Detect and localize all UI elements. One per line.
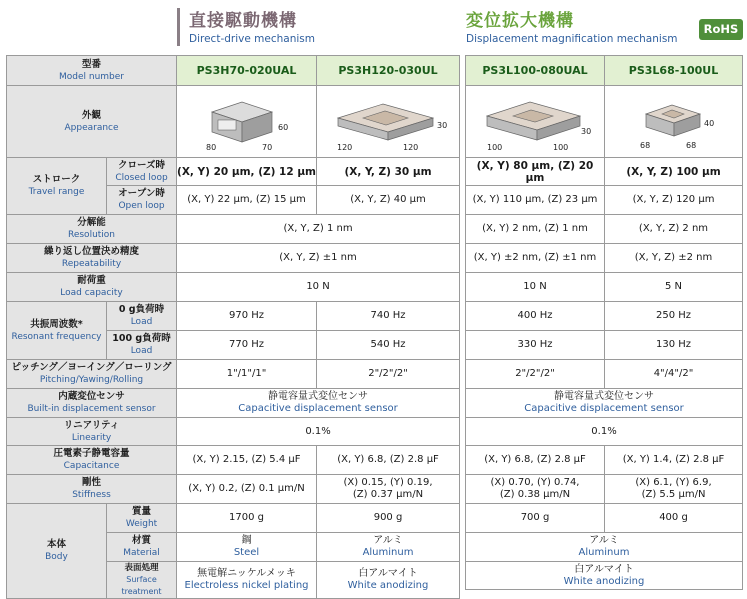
load-capacity-shared: 10 N <box>177 273 460 302</box>
material-shared-right: アルミ Aluminum <box>466 533 743 562</box>
weight-label: 質量 Weight <box>107 504 177 533</box>
table-row <box>466 533 743 562</box>
dim-4-b: 68 <box>685 140 696 150</box>
dim-3-a: 100 <box>487 142 503 152</box>
table-row <box>7 158 460 186</box>
closed-loop-4: (X, Y, Z) 100 μm <box>605 158 743 186</box>
model-label: 型番 Model number <box>7 56 177 86</box>
table-row <box>466 504 743 533</box>
appearance-image-3 <box>466 86 605 158</box>
resonant-0g-3: 400 Hz <box>466 302 605 331</box>
model-name-1: PS3H70-020UAL <box>177 56 317 86</box>
load-0g-label: 0 g負荷時 Load <box>107 302 177 331</box>
load-capacity-label: 耐荷重 Load capacity <box>7 273 177 302</box>
repeatability-4: (X, Y, Z) ±2 nm <box>605 244 743 273</box>
resolution-shared: (X, Y, Z) 1 nm <box>177 215 460 244</box>
surface-1: 無電解ニッケルメッキ Electroless nickel plating <box>177 562 317 599</box>
resolution-3: (X, Y) 2 nm, (Z) 1 nm <box>466 215 605 244</box>
capacitance-2: (X, Y) 6.8, (Z) 2.8 μF <box>317 446 460 475</box>
spec-table-direct-drive <box>6 55 460 599</box>
model-name-4: PS3L68-100UL <box>605 56 743 86</box>
weight-4: 400 g <box>605 504 743 533</box>
surface-2: 白アルマイト White anodizing <box>317 562 460 599</box>
table-row <box>466 360 743 389</box>
table-row <box>466 186 743 215</box>
table-row <box>466 331 743 360</box>
stiffness-4: (X) 6.1, (Y) 6.9, (Z) 5.5 μm/N <box>605 475 743 504</box>
resonant-100g-3: 330 Hz <box>466 331 605 360</box>
sensor-label: 内蔵変位センサ Built-in displacement sensor <box>7 389 177 418</box>
table-row <box>7 86 460 158</box>
capacitance-label: 圧電素子静電容量 Capacitance <box>7 446 177 475</box>
repeatability-label: 繰り返し位置決め精度 Repeatability <box>7 244 177 273</box>
repeatability-shared: (X, Y, Z) ±1 nm <box>177 244 460 273</box>
table-row <box>466 215 743 244</box>
load-capacity-3: 10 N <box>466 273 605 302</box>
body-label: 本体 Body <box>7 504 107 599</box>
stage-drawing-2 <box>323 90 453 154</box>
pitching-2: 2"/2"/2" <box>317 360 460 389</box>
table-row <box>466 273 743 302</box>
direct-drive-title-en: Direct-drive mechanism <box>189 33 315 45</box>
table-row <box>7 360 460 389</box>
table-row <box>466 302 743 331</box>
linearity-label: リニアリティ Linearity <box>7 418 177 446</box>
appearance-image-2 <box>317 86 460 158</box>
weight-2: 900 g <box>317 504 460 533</box>
linearity-shared: 0.1% <box>177 418 460 446</box>
stiffness-2: (X) 0.15, (Y) 0.19, (Z) 0.37 μm/N <box>317 475 460 504</box>
dim-1-b: 70 <box>261 142 272 152</box>
direct-drive-header <box>177 0 457 54</box>
resonant-0g-1: 970 Hz <box>177 302 317 331</box>
table-row <box>7 446 460 475</box>
material-label: 材質 Material <box>107 533 177 562</box>
capacitance-3: (X, Y) 6.8, (Z) 2.8 μF <box>466 446 605 475</box>
table-row <box>7 215 460 244</box>
table-row <box>7 56 460 86</box>
dim-3-b: 100 <box>553 142 569 152</box>
capacitance-1: (X, Y) 2.15, (Z) 5.4 μF <box>177 446 317 475</box>
displacement-header <box>466 0 696 54</box>
capacitance-4: (X, Y) 1.4, (Z) 2.8 μF <box>605 446 743 475</box>
table-row <box>7 475 460 504</box>
resonant-100g-4: 130 Hz <box>605 331 743 360</box>
stroke-label: ストローク Travel range <box>7 158 107 215</box>
table-row <box>466 418 743 446</box>
resonant-100g-1: 770 Hz <box>177 331 317 360</box>
stiffness-1: (X, Y) 0.2, (Z) 0.1 μm/N <box>177 475 317 504</box>
resonant-label: 共振周波数* Resonant frequency <box>7 302 107 360</box>
appearance-image-4 <box>605 86 743 158</box>
stage-drawing-3 <box>475 90 595 154</box>
table-row <box>466 86 743 158</box>
table-row <box>466 244 743 273</box>
dim-3-c: 30 <box>581 126 592 136</box>
table-row <box>7 418 460 446</box>
weight-1: 1700 g <box>177 504 317 533</box>
surface-label: 表面処理 Surface treatment <box>107 562 177 599</box>
table-row <box>7 244 460 273</box>
surface-shared-right: 白アルマイト White anodizing <box>466 562 743 590</box>
load-capacity-4: 5 N <box>605 273 743 302</box>
table-row <box>466 389 743 418</box>
stage-drawing-4 <box>624 90 724 154</box>
table-row <box>466 475 743 504</box>
displacement-title-jp: 変位拡大機構 <box>466 11 574 31</box>
resonant-0g-4: 250 Hz <box>605 302 743 331</box>
table-row <box>7 389 460 418</box>
resonant-100g-2: 540 Hz <box>317 331 460 360</box>
pitching-1: 1"/1"/1" <box>177 360 317 389</box>
table-row <box>466 446 743 475</box>
spec-table-displacement <box>465 55 743 590</box>
open-loop-3: (X, Y) 110 μm, (Z) 23 μm <box>466 186 605 215</box>
header-accent-bar <box>177 8 180 46</box>
dim-2-a: 120 <box>337 142 353 152</box>
pitching-3: 2"/2"/2" <box>466 360 605 389</box>
table-row <box>466 56 743 86</box>
open-loop-4: (X, Y, Z) 120 μm <box>605 186 743 215</box>
linearity-shared-right: 0.1% <box>466 418 743 446</box>
dim-2-c: 30 <box>437 120 448 130</box>
table-row <box>466 158 743 186</box>
table-row <box>7 302 460 331</box>
load-100g-label: 100 g負荷時 Load <box>107 331 177 360</box>
pitching-label: ピッチング／ヨーイング／ローリング Pitching/Yawing/Rolling <box>7 360 177 389</box>
open-loop-2: (X, Y, Z) 40 μm <box>317 186 460 215</box>
sensor-shared-right: 静電容量式変位センサ Capacitive displacement sensor <box>466 389 743 418</box>
material-1: 鋼 Steel <box>177 533 317 562</box>
closed-loop-2: (X, Y, Z) 30 μm <box>317 158 460 186</box>
resolution-label: 分解能 Resolution <box>7 215 177 244</box>
dim-1-c: 60 <box>277 122 288 132</box>
table-row <box>7 504 460 533</box>
resonant-0g-2: 740 Hz <box>317 302 460 331</box>
open-loop-label: オープン時 Open loop <box>107 186 177 215</box>
stage-drawing-1 <box>192 90 302 154</box>
dim-4-c: 40 <box>703 118 714 128</box>
dim-2-b: 120 <box>403 142 419 152</box>
pitching-4: 4"/4"/2" <box>605 360 743 389</box>
model-name-3: PS3L100-080UAL <box>466 56 605 86</box>
table-row <box>7 273 460 302</box>
closed-loop-3: (X, Y) 80 μm, (Z) 20 μm <box>466 158 605 186</box>
material-2: アルミ Aluminum <box>317 533 460 562</box>
dim-1-a: 80 <box>205 142 216 152</box>
resolution-4: (X, Y, Z) 2 nm <box>605 215 743 244</box>
direct-drive-title-jp: 直接駆動機構 <box>189 11 297 31</box>
dim-4-a: 68 <box>639 140 650 150</box>
closed-loop-label: クローズ時 Closed loop <box>107 158 177 186</box>
appearance-label: 外観 Appearance <box>7 86 177 158</box>
sensor-shared: 静電容量式変位センサ Capacitive displacement sensor <box>177 389 460 418</box>
open-loop-1: (X, Y) 22 μm, (Z) 15 μm <box>177 186 317 215</box>
closed-loop-1: (X, Y) 20 μm, (Z) 12 μm <box>177 158 317 186</box>
repeatability-3: (X, Y) ±2 nm, (Z) ±1 nm <box>466 244 605 273</box>
table-row <box>466 562 743 590</box>
stiffness-3: (X) 0.70, (Y) 0.74, (Z) 0.38 μm/N <box>466 475 605 504</box>
displacement-title-en: Displacement magnification mechanism <box>466 33 678 45</box>
rohs-badge: RoHS <box>699 19 743 40</box>
weight-3: 700 g <box>466 504 605 533</box>
appearance-image-1 <box>177 86 317 158</box>
stiffness-label: 剛性 Stiffness <box>7 475 177 504</box>
model-name-2: PS3H120-030UL <box>317 56 460 86</box>
